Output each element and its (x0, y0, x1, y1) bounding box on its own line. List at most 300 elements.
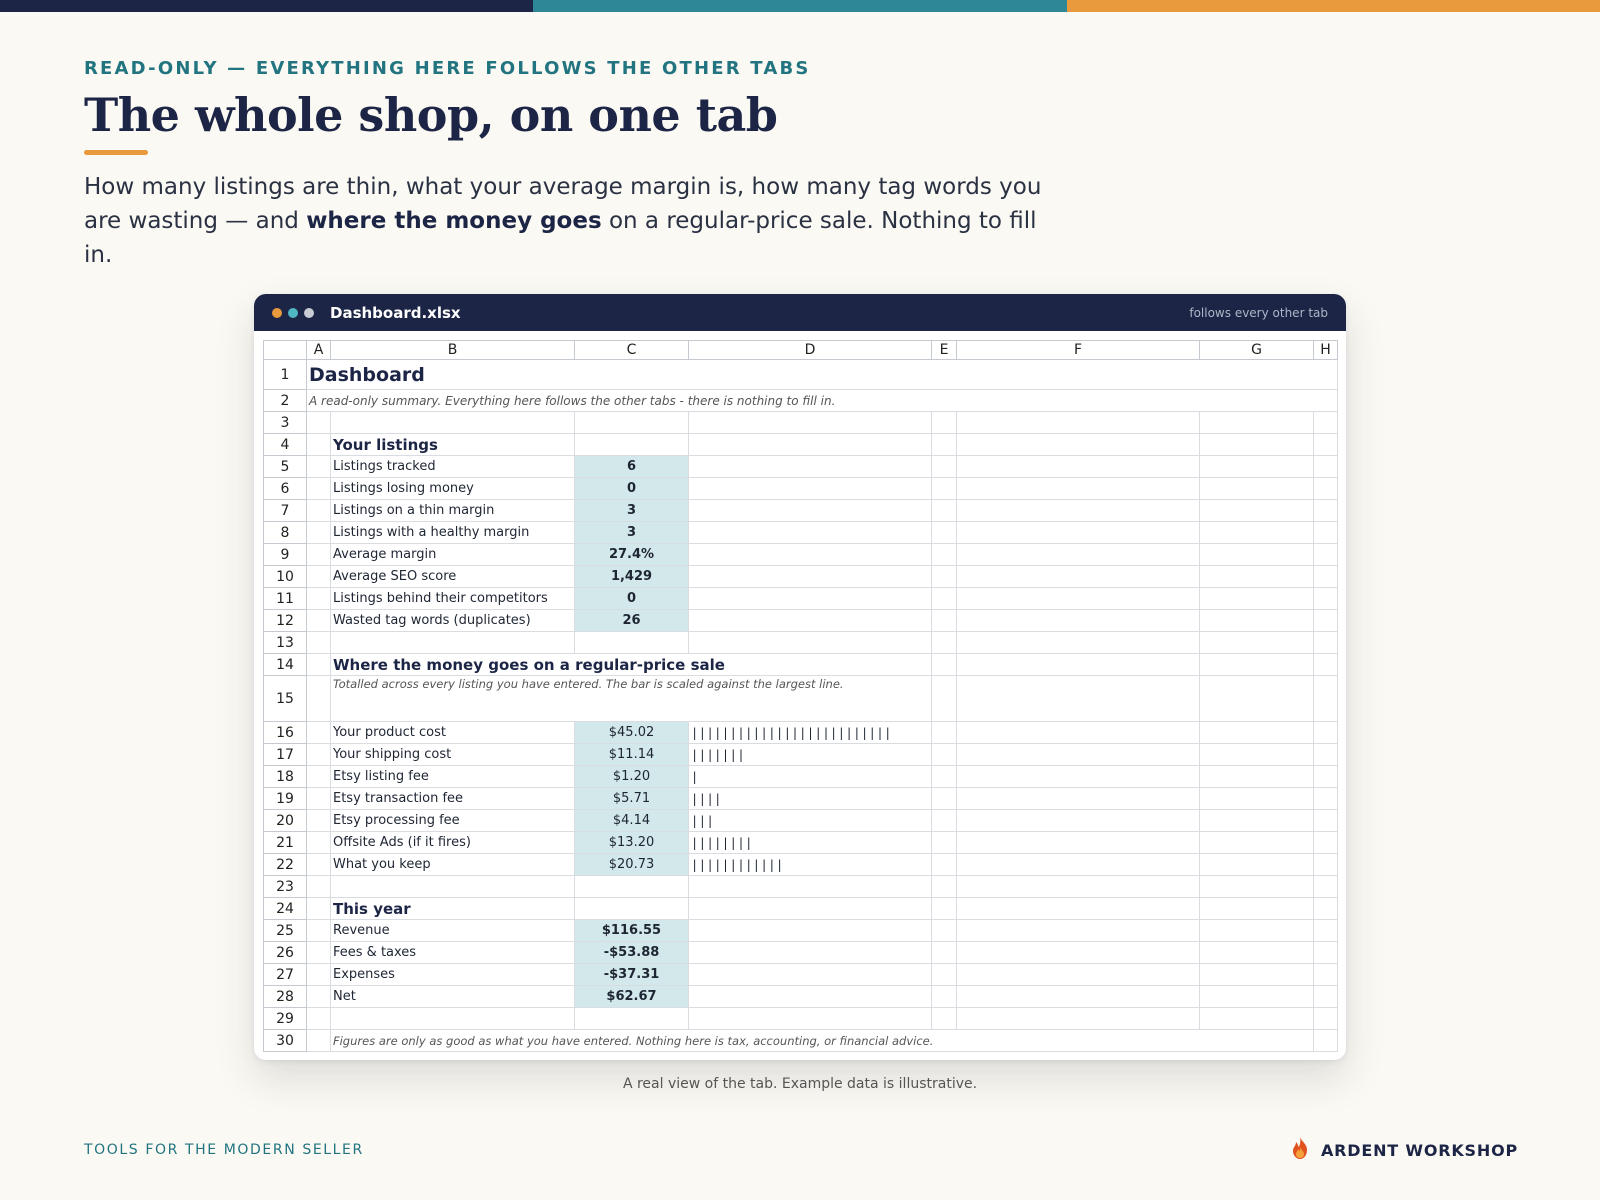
cell[interactable] (307, 920, 331, 942)
cell[interactable] (1200, 832, 1314, 854)
cell[interactable] (1200, 788, 1314, 810)
metric-label[interactable]: Listings behind their competitors (331, 588, 575, 610)
cell[interactable] (1200, 876, 1314, 898)
cell[interactable] (307, 500, 331, 522)
year-label[interactable]: Expenses (331, 964, 575, 986)
cell[interactable] (1314, 854, 1338, 876)
cell[interactable] (932, 676, 957, 722)
cell[interactable] (1200, 898, 1314, 920)
cell[interactable] (957, 876, 1200, 898)
column-header-row (264, 341, 1338, 360)
money-value[interactable]: $5.71 (575, 788, 689, 810)
cell[interactable] (689, 964, 932, 986)
cell[interactable] (932, 766, 957, 788)
cell[interactable] (957, 500, 1200, 522)
lede-bold: where the money goes (306, 208, 602, 234)
cell[interactable] (307, 876, 331, 898)
cell[interactable] (1314, 920, 1338, 942)
cell[interactable] (1200, 434, 1314, 456)
sheet-row (264, 920, 1338, 942)
cell[interactable] (932, 478, 957, 500)
cell[interactable] (689, 610, 932, 632)
cell[interactable] (932, 964, 957, 986)
cell[interactable] (1314, 722, 1338, 744)
eyebrow-label: READ-ONLY — EVERYTHING HERE FOLLOWS THE OTHER TABS (84, 58, 811, 79)
cell[interactable] (957, 456, 1200, 478)
cell[interactable] (1200, 942, 1314, 964)
cell[interactable] (1314, 434, 1338, 456)
year-label[interactable]: Fees & taxes (331, 942, 575, 964)
cell[interactable] (689, 920, 932, 942)
cell[interactable] (957, 434, 1200, 456)
sheet-row (264, 788, 1338, 810)
sheet-row (264, 744, 1338, 766)
cell[interactable] (307, 610, 331, 632)
cell[interactable] (1200, 810, 1314, 832)
cell[interactable] (307, 412, 331, 434)
cell[interactable] (932, 876, 957, 898)
metric-label[interactable]: Average SEO score (331, 566, 575, 588)
cell[interactable] (1314, 876, 1338, 898)
section-heading-year[interactable]: This year (331, 898, 575, 920)
cell[interactable] (957, 810, 1200, 832)
cell[interactable] (307, 986, 331, 1008)
row-header[interactable]: 24 (264, 898, 307, 920)
column-header[interactable]: C (575, 341, 689, 360)
cell[interactable] (689, 544, 932, 566)
cell[interactable] (1314, 610, 1338, 632)
cell[interactable] (1200, 722, 1314, 744)
sheet-row (264, 854, 1338, 876)
cell[interactable] (689, 566, 932, 588)
disclaimer-cell[interactable]: Figures are only as good as what you have entered. Nothing here is tax, accounting, or financial advice. (331, 1030, 1314, 1052)
cell[interactable] (1200, 610, 1314, 632)
cell[interactable] (932, 1008, 957, 1030)
row-header[interactable]: 12 (264, 610, 307, 632)
cell[interactable] (689, 478, 932, 500)
cell[interactable] (689, 500, 932, 522)
metric-value[interactable]: 1,429 (575, 566, 689, 588)
column-header[interactable]: A (307, 341, 331, 360)
sheet-row (264, 898, 1338, 920)
row-header[interactable]: 18 (264, 766, 307, 788)
footer-brand[interactable] (1289, 1136, 1518, 1165)
metric-label[interactable]: Listings tracked (331, 456, 575, 478)
metric-value[interactable]: 27.4% (575, 544, 689, 566)
cell[interactable] (957, 898, 1200, 920)
cell[interactable] (307, 654, 331, 676)
metric-value[interactable]: 0 (575, 478, 689, 500)
cell[interactable] (1314, 632, 1338, 654)
cell[interactable] (1314, 788, 1338, 810)
window-title: Dashboard.xlsx (330, 303, 461, 322)
sheet-row (264, 632, 1338, 654)
sheet-row (264, 588, 1338, 610)
cell[interactable] (1314, 654, 1338, 676)
cell[interactable] (932, 744, 957, 766)
cell[interactable] (1200, 654, 1314, 676)
cell[interactable] (957, 854, 1200, 876)
cell[interactable] (1200, 478, 1314, 500)
row-header[interactable]: 27 (264, 964, 307, 986)
row-header[interactable]: 6 (264, 478, 307, 500)
spreadsheet-window (254, 294, 1346, 1060)
money-bar[interactable]: |||| (689, 788, 932, 810)
row-header[interactable]: 16 (264, 722, 307, 744)
cell[interactable] (1200, 632, 1314, 654)
cell[interactable] (307, 544, 331, 566)
cell[interactable] (689, 942, 932, 964)
cell[interactable] (1200, 412, 1314, 434)
cell[interactable] (575, 898, 689, 920)
cell[interactable] (957, 920, 1200, 942)
sheet-subtitle-cell[interactable]: A read-only summary. Everything here follows the other tabs - there is nothing to fill in. (307, 390, 1338, 412)
sheet-row (264, 390, 1338, 412)
top-bar-teal-segment (533, 0, 1066, 12)
sheet-row (264, 986, 1338, 1008)
cell[interactable] (307, 942, 331, 964)
cell[interactable] (1200, 456, 1314, 478)
cell[interactable] (307, 964, 331, 986)
metric-label[interactable]: Wasted tag words (duplicates) (331, 610, 575, 632)
cell[interactable] (307, 854, 331, 876)
cell[interactable] (1200, 544, 1314, 566)
sheet-row (264, 566, 1338, 588)
cell[interactable] (1314, 478, 1338, 500)
cell[interactable] (331, 1008, 575, 1030)
cell[interactable] (331, 632, 575, 654)
cell[interactable] (1314, 566, 1338, 588)
cell[interactable] (957, 632, 1200, 654)
sheet-grid[interactable] (263, 340, 1338, 1052)
cell[interactable] (1200, 500, 1314, 522)
cell[interactable] (1314, 544, 1338, 566)
cell[interactable] (1314, 766, 1338, 788)
row-header[interactable]: 2 (264, 390, 307, 412)
cell[interactable] (307, 832, 331, 854)
cell[interactable] (932, 898, 957, 920)
money-label[interactable]: Offsite Ads (if it fires) (331, 832, 575, 854)
row-header[interactable]: 11 (264, 588, 307, 610)
cell[interactable] (932, 456, 957, 478)
row-header[interactable]: 20 (264, 810, 307, 832)
money-value[interactable]: $20.73 (575, 854, 689, 876)
cell[interactable] (1314, 500, 1338, 522)
metric-value[interactable]: 3 (575, 522, 689, 544)
cell[interactable] (957, 544, 1200, 566)
cell[interactable] (1314, 522, 1338, 544)
cell[interactable] (932, 588, 957, 610)
sheet-row (264, 1008, 1338, 1030)
money-label[interactable]: Your shipping cost (331, 744, 575, 766)
row-header[interactable]: 17 (264, 744, 307, 766)
row-header[interactable]: 4 (264, 434, 307, 456)
cell[interactable] (1314, 1030, 1338, 1052)
window-maximize-dot[interactable] (304, 308, 314, 318)
cell[interactable] (1200, 522, 1314, 544)
cell[interactable] (1314, 810, 1338, 832)
sheet-row (264, 360, 1338, 390)
cell[interactable] (957, 676, 1200, 722)
top-bar-orange-segment (1067, 0, 1600, 12)
money-label[interactable]: Etsy processing fee (331, 810, 575, 832)
section-heading-listings[interactable]: Your listings (331, 434, 575, 456)
cell[interactable] (932, 832, 957, 854)
row-header[interactable]: 13 (264, 632, 307, 654)
column-header[interactable]: B (331, 341, 575, 360)
row-header[interactable]: 9 (264, 544, 307, 566)
cell[interactable] (957, 478, 1200, 500)
cell[interactable] (932, 434, 957, 456)
cell[interactable] (689, 456, 932, 478)
money-label[interactable]: Etsy listing fee (331, 766, 575, 788)
money-bar[interactable]: ||| (689, 810, 932, 832)
cell[interactable] (1314, 898, 1338, 920)
column-header[interactable]: E (932, 341, 957, 360)
cell[interactable] (932, 942, 957, 964)
cell[interactable] (932, 610, 957, 632)
cell[interactable] (957, 412, 1200, 434)
lede-text-1: How many listings are thin, what your average margin is, how many tag words you are wasting — and (84, 174, 1042, 234)
cell[interactable] (932, 412, 957, 434)
year-value[interactable]: -$53.88 (575, 942, 689, 964)
sheet-row (264, 810, 1338, 832)
row-header[interactable]: 15 (264, 676, 307, 722)
sheet-row (264, 434, 1338, 456)
year-value[interactable]: $62.67 (575, 986, 689, 1008)
column-header[interactable]: G (1200, 341, 1314, 360)
row-header[interactable]: 28 (264, 986, 307, 1008)
window-note: follows every other tab (1189, 306, 1328, 320)
lede-paragraph (84, 170, 1044, 272)
money-bar[interactable]: |||||||||||||||||||||||||| (689, 722, 932, 744)
row-header[interactable]: 7 (264, 500, 307, 522)
top-color-bar (0, 0, 1600, 12)
cell[interactable] (575, 1008, 689, 1030)
cell[interactable] (1200, 676, 1314, 722)
sheet-row (264, 456, 1338, 478)
cell[interactable] (957, 964, 1200, 986)
cell[interactable] (932, 632, 957, 654)
cell[interactable] (932, 722, 957, 744)
column-header[interactable]: H (1314, 341, 1338, 360)
money-label[interactable]: Your product cost (331, 722, 575, 744)
metric-label[interactable]: Average margin (331, 544, 575, 566)
row-header[interactable]: 25 (264, 920, 307, 942)
cell[interactable] (307, 722, 331, 744)
cell[interactable] (932, 500, 957, 522)
cell[interactable] (575, 434, 689, 456)
cell[interactable] (1200, 744, 1314, 766)
cell[interactable] (307, 632, 331, 654)
cell[interactable] (1314, 986, 1338, 1008)
section-heading-money[interactable]: Where the money goes on a regular-price sale (331, 654, 932, 676)
cell[interactable] (1200, 766, 1314, 788)
cell[interactable] (689, 876, 932, 898)
cell[interactable] (689, 412, 932, 434)
cell[interactable] (957, 942, 1200, 964)
row-header[interactable]: 26 (264, 942, 307, 964)
money-bar[interactable]: | (689, 766, 932, 788)
cell[interactable] (932, 566, 957, 588)
corner-cell[interactable] (264, 341, 307, 360)
cell[interactable] (932, 522, 957, 544)
cell[interactable] (307, 744, 331, 766)
cell[interactable] (307, 434, 331, 456)
cell[interactable] (1200, 588, 1314, 610)
cell[interactable] (932, 544, 957, 566)
footer-tagline: TOOLS FOR THE MODERN SELLER (84, 1142, 364, 1158)
cell[interactable] (331, 876, 575, 898)
column-header[interactable]: D (689, 341, 932, 360)
cell[interactable] (1314, 744, 1338, 766)
cell[interactable] (1200, 964, 1314, 986)
cell[interactable] (307, 1030, 331, 1052)
cell[interactable] (1200, 566, 1314, 588)
row-header[interactable]: 10 (264, 566, 307, 588)
cell[interactable] (932, 854, 957, 876)
cell[interactable] (689, 1008, 932, 1030)
row-header[interactable]: 5 (264, 456, 307, 478)
row-header[interactable]: 14 (264, 654, 307, 676)
cell[interactable] (575, 876, 689, 898)
cell[interactable] (307, 788, 331, 810)
row-header[interactable]: 21 (264, 832, 307, 854)
cell[interactable] (689, 434, 932, 456)
cell[interactable] (307, 478, 331, 500)
money-label[interactable]: What you keep (331, 854, 575, 876)
sheet-row (264, 478, 1338, 500)
cell[interactable] (307, 566, 331, 588)
window-minimize-dot[interactable] (288, 308, 298, 318)
cell[interactable] (932, 654, 957, 676)
money-value[interactable]: $13.20 (575, 832, 689, 854)
cell[interactable] (575, 632, 689, 654)
metric-label[interactable]: Listings losing money (331, 478, 575, 500)
row-header[interactable]: 30 (264, 1030, 307, 1052)
money-value[interactable]: $45.02 (575, 722, 689, 744)
cell[interactable] (307, 522, 331, 544)
year-value[interactable]: $116.55 (575, 920, 689, 942)
cell[interactable] (689, 898, 932, 920)
cell[interactable] (957, 610, 1200, 632)
money-bar[interactable]: |||||||||||| (689, 854, 932, 876)
cell[interactable] (957, 788, 1200, 810)
cell[interactable] (331, 412, 575, 434)
year-label[interactable]: Net (331, 986, 575, 1008)
cell[interactable] (957, 1008, 1200, 1030)
flame-icon (1289, 1136, 1311, 1165)
sheet-row (264, 832, 1338, 854)
cell[interactable] (575, 412, 689, 434)
cell[interactable] (689, 986, 932, 1008)
row-header[interactable]: 1 (264, 360, 307, 390)
row-header[interactable]: 23 (264, 876, 307, 898)
row-header[interactable]: 19 (264, 788, 307, 810)
cell[interactable] (689, 588, 932, 610)
metric-label[interactable]: Listings on a thin margin (331, 500, 575, 522)
sheet-row (264, 610, 1338, 632)
money-label[interactable]: Etsy transaction fee (331, 788, 575, 810)
metric-value[interactable]: 0 (575, 588, 689, 610)
row-header[interactable]: 29 (264, 1008, 307, 1030)
cell[interactable] (1314, 1008, 1338, 1030)
cell[interactable] (1314, 412, 1338, 434)
cell[interactable] (957, 832, 1200, 854)
window-close-dot[interactable] (272, 308, 282, 318)
cell[interactable] (1200, 854, 1314, 876)
page-title: The whole shop, on one tab (84, 88, 778, 142)
cell[interactable] (957, 654, 1200, 676)
cell[interactable] (1200, 986, 1314, 1008)
cell[interactable] (1314, 832, 1338, 854)
cell[interactable] (932, 986, 957, 1008)
cell[interactable] (1314, 942, 1338, 964)
cell[interactable] (307, 1008, 331, 1030)
sheet-title-cell[interactable]: Dashboard (307, 360, 1338, 390)
cell[interactable] (1200, 920, 1314, 942)
money-value[interactable]: $11.14 (575, 744, 689, 766)
cell[interactable] (932, 920, 957, 942)
title-underline (84, 150, 148, 155)
cell[interactable] (307, 810, 331, 832)
column-header[interactable]: F (957, 341, 1200, 360)
cell[interactable] (957, 566, 1200, 588)
money-value[interactable]: $4.14 (575, 810, 689, 832)
cell[interactable] (1200, 1008, 1314, 1030)
cell[interactable] (957, 744, 1200, 766)
cell[interactable] (689, 632, 932, 654)
year-value[interactable]: -$37.31 (575, 964, 689, 986)
cell[interactable] (957, 522, 1200, 544)
money-bar[interactable]: |||||||| (689, 832, 932, 854)
cell[interactable] (1314, 456, 1338, 478)
sheet-row (264, 676, 1338, 722)
cell[interactable] (307, 766, 331, 788)
cell[interactable] (932, 810, 957, 832)
cell[interactable] (307, 456, 331, 478)
row-header[interactable]: 3 (264, 412, 307, 434)
cell[interactable] (957, 722, 1200, 744)
cell[interactable] (689, 522, 932, 544)
row-header[interactable]: 22 (264, 854, 307, 876)
metric-value[interactable]: 3 (575, 500, 689, 522)
cell[interactable] (1314, 964, 1338, 986)
cell[interactable] (957, 766, 1200, 788)
money-bar[interactable]: ||||||| (689, 744, 932, 766)
sheet-row (264, 722, 1338, 744)
metric-value[interactable]: 6 (575, 456, 689, 478)
cell[interactable] (932, 788, 957, 810)
sheet-row (264, 544, 1338, 566)
row-header[interactable]: 8 (264, 522, 307, 544)
money-value[interactable]: $1.20 (575, 766, 689, 788)
screenshot-caption: A real view of the tab. Example data is illustrative. (622, 1076, 978, 1092)
cell[interactable] (307, 676, 331, 722)
metric-value[interactable]: 26 (575, 610, 689, 632)
cell[interactable] (1314, 588, 1338, 610)
sheet-row (264, 942, 1338, 964)
metric-label[interactable]: Listings with a healthy margin (331, 522, 575, 544)
cell[interactable] (1314, 676, 1338, 722)
cell[interactable] (957, 986, 1200, 1008)
money-note[interactable]: Totalled across every listing you have entered. The bar is scaled against the largest line. (331, 676, 932, 722)
cell[interactable] (957, 588, 1200, 610)
cell[interactable] (307, 588, 331, 610)
cell[interactable] (307, 898, 331, 920)
lede-text-2: on a regular-price sale. Nothing to fill in. (84, 208, 1037, 268)
year-label[interactable]: Revenue (331, 920, 575, 942)
